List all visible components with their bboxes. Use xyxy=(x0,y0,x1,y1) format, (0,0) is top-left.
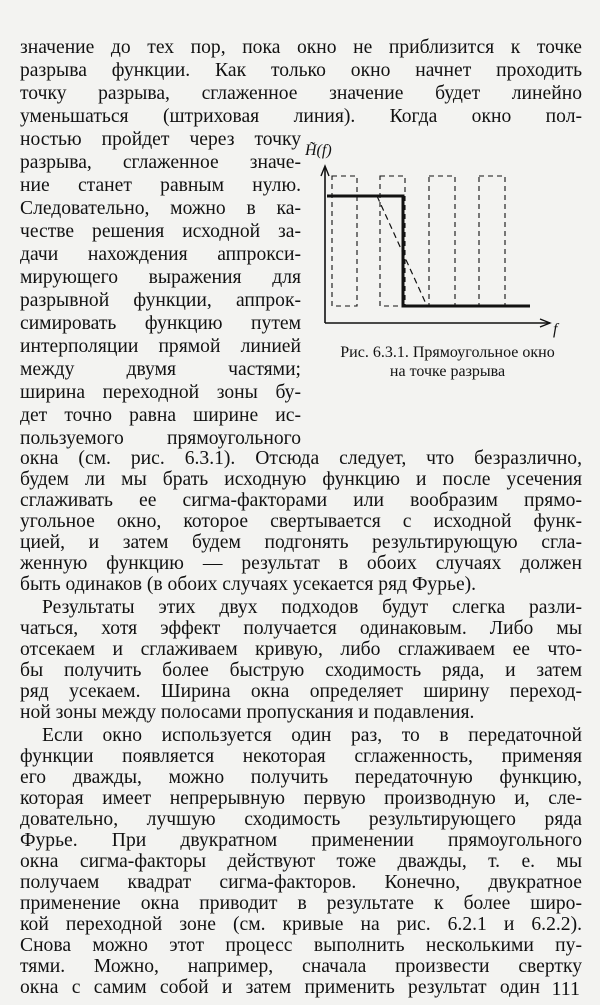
text-line: функции появляется некоторая сглаженность, применяя xyxy=(20,746,582,767)
text-line: угольное окно, которое свертывается с исходной функ- xyxy=(20,511,582,532)
text-line: ностью пройдет через точку xyxy=(20,129,301,150)
text-line: его дважды, можно получить передаточную функцию, xyxy=(20,767,582,788)
text-line: довательно, лучшую сходимость результирующего ряда xyxy=(20,809,582,830)
figure-caption xyxy=(305,343,590,381)
text-line: ширина переходной зоны бу- xyxy=(20,382,301,403)
page-number: 111 xyxy=(551,978,580,1000)
text-line: пользуемого прямоугольного xyxy=(20,428,301,449)
text-line: Снова можно этот процесс выполнить несколькими пу- xyxy=(20,935,582,956)
text-line: кой переходной зоне (см. кривые на рис. 6.2.1 и 6.2.2). xyxy=(20,914,582,935)
text-line: отсекаем и сглаживаем кривую, либо сглаживаем ее что- xyxy=(20,639,582,660)
text-line: бы получить более быструю сходимость ряда, и затем xyxy=(20,660,582,681)
text-line: уменьшаться (штриховая линия). Когда окно пол- xyxy=(20,106,582,127)
text-line: значение до тех пор, пока окно не приблизится к точке xyxy=(20,37,582,58)
text-line: честве решения исходной за- xyxy=(20,221,301,242)
text-line: применение окна приводит в результате к более широ- xyxy=(20,893,582,914)
text-line: цией, и затем будем подгонять результирующую сгла- xyxy=(20,532,582,553)
y-axis-label: H̃(f) xyxy=(305,142,332,159)
text-line: дет точно равна ширине ис- xyxy=(20,405,301,426)
text-line: между двумя частями; xyxy=(20,359,301,380)
text-line: окна (см. рис. 6.3.1). Отсюда следует, что безразлично, xyxy=(20,448,582,469)
text-line: дачи нахождения аппрокси- xyxy=(20,244,301,265)
text-line: тями. Можно, например, сначала произвести свертку xyxy=(20,956,582,977)
text-line: окна сигма-факторы действуют тоже дважды, т. е. мы xyxy=(20,851,582,872)
text-line: интерполяции прямой линией xyxy=(20,336,301,357)
text-line: разрыва, сглаженное значе- xyxy=(20,152,301,173)
text-line: чаться, хотя эффект получается одинаковым. Либо мы xyxy=(20,618,582,639)
window-rect xyxy=(479,176,505,306)
caption-line: на точке разрыва xyxy=(389,363,506,380)
window-rect xyxy=(429,176,455,306)
text-line: будем ли мы брать исходную функцию и после усечения xyxy=(20,469,582,490)
text-line: разрывной функции, аппрок- xyxy=(20,290,301,311)
text-line: мирующего выражения для xyxy=(20,267,301,288)
text-line: получаем квадрат сигма-факторов. Конечно, двукратное xyxy=(20,872,582,893)
text-line: которая имеет непрерывную первую производную и, сле- xyxy=(20,788,582,809)
text-line: Фурье. При двукратном применении прямоугольного xyxy=(20,830,582,851)
text-line: женную функцию — результат в обоих случаях должен xyxy=(20,553,582,574)
text-line: ной зоны между полосами пропускания и подавления. xyxy=(20,702,475,723)
figure-diagram xyxy=(305,138,590,343)
text-line: сглаживать ее сигма-факторами или вообразим прямо- xyxy=(20,490,582,511)
caption-line: Рис. 6.3.1. Прямоугольное окно xyxy=(340,344,555,361)
paragraph-start: Если окно используется один раз, то в передаточной xyxy=(42,725,582,746)
text-line: ряд усекаем. Ширина окна определяет ширину переход- xyxy=(20,681,582,702)
text-line: симировать функцию путем xyxy=(20,313,301,334)
text-line: точку разрыва, сглаженное значение будет линейно xyxy=(20,83,582,104)
x-axis-label: f xyxy=(553,321,558,338)
text-line: Следовательно, можно в ка- xyxy=(20,198,301,219)
text-line: быть одинаков (в обоих случаях усекается ряд Фурье). xyxy=(20,574,477,595)
text-line: разрыва функции. Как только окно начнет проходить xyxy=(20,60,582,81)
text-line: ние станет равным нулю. xyxy=(20,175,301,196)
paragraph-start: Результаты этих двух подходов будут слегка разли- xyxy=(42,597,582,618)
text-line: окна с самим собой и затем применить результат один xyxy=(20,977,540,998)
